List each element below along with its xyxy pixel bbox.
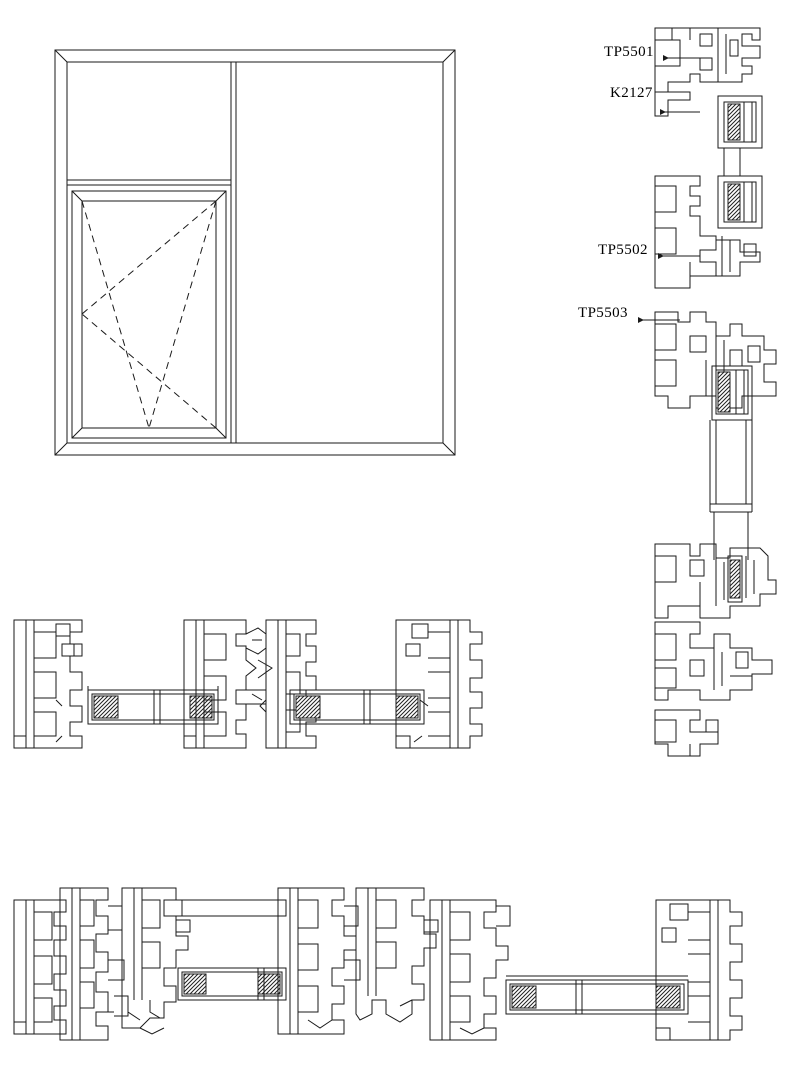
callout-label-tp5502: TP5502: [598, 242, 648, 258]
callout-label-tp5503: TP5503: [578, 305, 628, 321]
elevation-window: [55, 50, 455, 455]
horizontal-section-lower: [14, 888, 742, 1040]
horizontal-section-upper: [14, 620, 482, 748]
callout-label-tp5501: TP5501: [604, 44, 654, 60]
vertical-section-stack: [655, 28, 776, 756]
callout-label-k2127: K2127: [610, 85, 653, 101]
